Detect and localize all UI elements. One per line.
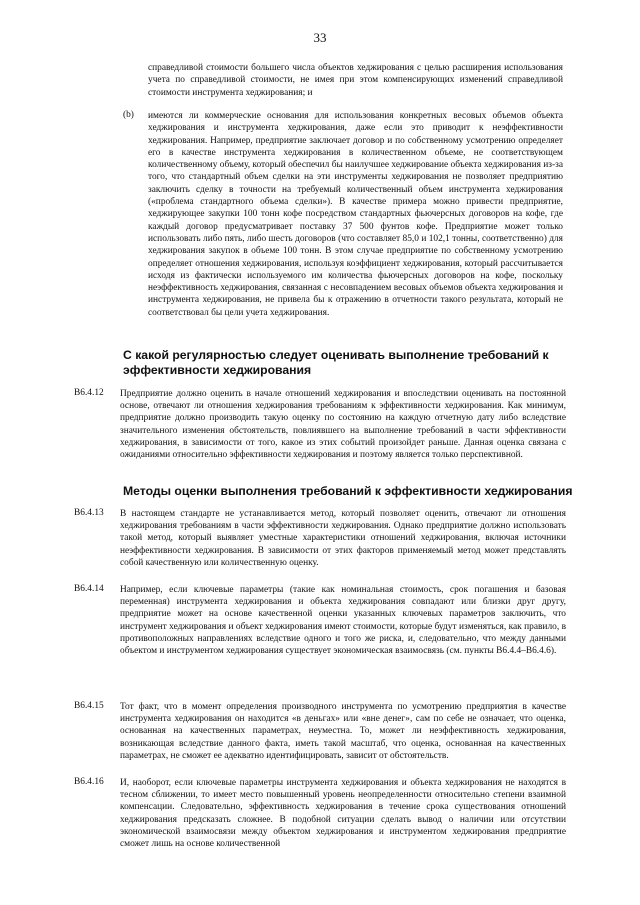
paragraph-text: И, наоборот, если ключевые параметры инструмента хеджирования и объекта хеджирования не находятся в тесном сближении, то имеет место повышенный уровень неопределенности относительно степени взаимной компенсации. Следовательно, эффективность хеджирования в течение срока существования отношений хеджирования предсказать сложнее. В подобной ситуации сделать вывод о наличии или отсутствии экономической взаимосвязи между объектом хеджирования и инструментом хеджирования предприятие сможет лишь на основе количественной xyxy=(120,778,566,850)
paragraph-number: B6.4.16 xyxy=(74,777,104,787)
page-number: 33 xyxy=(313,30,327,45)
paragraph-number: B6.4.13 xyxy=(74,508,104,518)
paragraph-number: B6.4.15 xyxy=(74,701,104,711)
list-item-text: имеются ли коммерческие основания для использования конкретных весовых объемов объекта хеджирования и инструмента хеджирования, даже если это приводит к неэффективности хеджирования. Например, предприятие заключает договор и по собственному усмотрению определяет его в качестве инструмента хеджирования в количественном объеме, не соответствующем количественному объему, который обеспечил бы наилучшее хеджирование объекта хеджирования из-за того, что стандартный объем сделки на эти инструменты хеджирования не позволяет предприятию заключить сделку в точности на требуемый количественный объем инструмента хеджирования («проблема стандартного объема сделки»). В качестве примера можно привести предприятие, хеджирующее закупки 100 тонн кофе посредством стандартных фьючерсных договоров на кофе, где каждый договор предусматривает поставку 37 500 фунтов кофе. Предприятие может только использовать либо пять, либо шесть договоров (что составляет 85,0 и 102,1 тонны, соответственно) для хеджирования закупок в объеме 100 тонн. В этом случае предприятие по собственному усмотрению определяет отношения хеджирования, используя коэффициент хеджирования, который рассчитывается исходя из фактически используемого им количества фьючерсных договоров на кофе, поскольку неэффективность хеджирования, связанная с несовпадением весовых объемов объекта хеджирования и инструмента хеджирования, не привела бы к отражению в отчетности такого результата, который не соответствовал бы цели учета хеджирования. xyxy=(148,111,563,318)
lead-paragraph: справедливой стоимости большего числа объектов хеджирования с целью расширения использования учета по справедливой стоимости, не имея при этом компенсирующих изменений справедливой стоимости инструмента хеджирования; и xyxy=(148,63,563,98)
list-item-label: (b) xyxy=(123,110,134,120)
section-heading-methods: Методы оценки выполнения требований к эффективности хеджирования xyxy=(123,484,573,498)
section-heading-frequency: С какой регулярностью следует оценивать выполнение требований к эффективности хеджирования xyxy=(123,348,549,377)
paragraph-text: Тот факт, что в момент определения производного инструмента по усмотрению предприятия в качестве инструмента хеджирования он находится «в деньгах» или «вне денег», сам по себе не означает, что оценка, основанная на качественных параметрах, неуместна. То, может ли неэффективность хеджирования, возникающая вследствие данного факта, иметь такой масштаб, что оценка, основанная на качественных параметрах, не сможет ее адекватно идентифицировать, зависит от обстоятельств. xyxy=(120,702,566,761)
paragraph-text: В настоящем стандарте не устанавливается метод, который позволяет оценить, отвечают ли отношения хеджирования требованиям в части эффективности хеджирования. Однако предприятие должно использовать такой метод, который выявляет уместные характеристики отношений хеджирования, включая источники неэффективности хеджирования. В зависимости от этих факторов применяемый метод может представлять собой качественную или количественную оценку. xyxy=(120,509,566,568)
paragraph-number: B6.4.12 xyxy=(74,388,104,398)
paragraph-text: Предприятие должно оценить в начале отношений хеджирования и впоследствии оценивать на постоянной основе, отвечают ли отношения хеджирования требованиям к эффективности хеджирования. Как минимум, предприятие должно производить такую оценку по состоянию на каждую отчетную дату либо вследствие значительного изменения обстоятельств, повлиявшего на выполнение требований в части эффективности хеджирования, в зависимости от того, какое из этих событий произойдет раньше. Данная оценка связана с ожиданиями относительно эффективности хеджирования и поэтому является только перспективной. xyxy=(120,389,566,461)
paragraph-text: Например, если ключевые параметры (такие как номинальная стоимость, срок погашения и базовая переменная) инструмента хеджирования и объекта хеджирования совпадают или близки друг другу, предприятие может на основе качественной оценки указанных ключевых параметров заключить, что инструмент хеджирования и объект хеджирования имеют стоимости, которые будут изменяться, как правило, в противоположных направлениях вследствие одного и того же риска, и, следовательно, что между данными объектом и инструментом хеджирования существует экономическая взаимосвязь (см. пункты B6.4.4–B6.4.6). xyxy=(120,585,566,657)
paragraph-number: B6.4.14 xyxy=(74,584,104,594)
